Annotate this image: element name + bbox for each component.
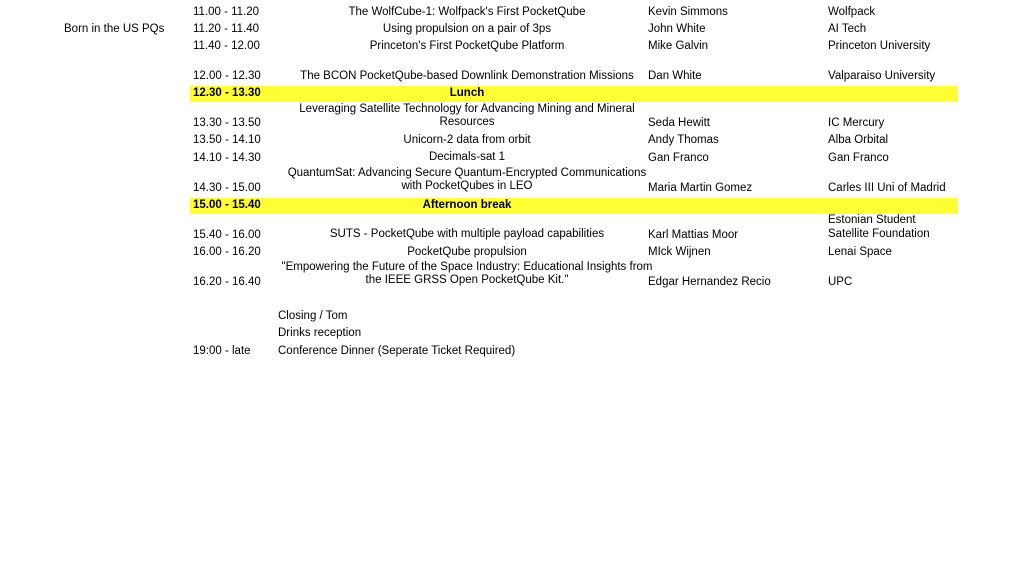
row-time: 14.30 - 15.00 <box>193 182 261 194</box>
row-title: QuantumSat: Advancing Secure Quantum-Encrypted Communications with PocketQubes in LEO <box>287 167 647 192</box>
row-time: 12.00 - 12.30 <box>193 70 261 82</box>
row-org: AI Tech <box>828 23 867 35</box>
row-org: Estonian Student Satellite Foundation <box>828 214 930 240</box>
row-org: Lenai Space <box>828 246 892 258</box>
closing-text: Closing / Tom <box>278 310 348 322</box>
row-org: UPC <box>828 276 853 288</box>
row-title: The BCON PocketQube-based Downlink Demonstration Missions <box>300 70 634 82</box>
session-label: Born in the US PQs <box>64 23 165 35</box>
row-speaker: Gan Franco <box>648 152 709 164</box>
row-title: Decimals-sat 1 <box>428 151 506 163</box>
lunch-title: Lunch <box>449 87 485 99</box>
break-time: 15.00 - 15.40 <box>193 199 261 211</box>
row-speaker: MIck Wijnen <box>648 246 711 258</box>
drinks-reception-text: Drinks reception <box>278 327 362 339</box>
dinner-time: 19:00 - late <box>193 345 251 357</box>
row-speaker: Dan White <box>648 70 702 82</box>
row-speaker: Andy Thomas <box>648 134 719 146</box>
row-org: Alba Orbital <box>828 134 889 146</box>
row-time: 16.20 - 16.40 <box>193 276 261 288</box>
row-time: 11.20 - 11.40 <box>193 23 260 35</box>
row-org: Valparaiso University <box>828 70 936 82</box>
row-speaker: Kevin Simmons <box>648 6 728 18</box>
row-title: The WolfCube-1: Wolfpack's First PocketQube <box>348 6 586 18</box>
row-speaker: Mike Galvin <box>648 40 709 52</box>
row-speaker: Karl Mattias Moor <box>648 229 739 241</box>
row-org: Princeton University <box>828 40 931 52</box>
row-org: Carles III Uni of Madrid <box>828 182 946 194</box>
conference-dinner-text: Conference Dinner (Seperate Ticket Required) <box>278 345 516 357</box>
row-speaker: John White <box>648 23 706 35</box>
row-time: 13.50 - 14.10 <box>193 134 261 146</box>
row-org: Gan Franco <box>828 152 889 164</box>
row-speaker: Edgar Hernandez Recio <box>648 276 771 288</box>
row-org: IC Mercury <box>828 117 885 129</box>
lunch-time: 12.30 - 13.30 <box>193 87 261 99</box>
row-speaker: Maria Martin Gomez <box>648 182 753 194</box>
break-title: Afternoon break <box>422 199 512 211</box>
row-time: 14.10 - 14.30 <box>193 152 261 164</box>
row-title: SUTS - PocketQube with multiple payload capabilities <box>329 228 605 240</box>
row-title: Leveraging Satellite Technology for Advancing Mining and Mineral Resources <box>299 103 635 128</box>
row-time: 11.00 - 11.20 <box>193 6 260 18</box>
row-time: 16.00 - 16.20 <box>193 246 261 258</box>
row-time: 15.40 - 16.00 <box>193 229 261 241</box>
row-speaker: Seda Hewitt <box>648 117 711 129</box>
row-title: Princeton's First PocketQube Platform <box>369 40 565 52</box>
row-title: PocketQube propulsion <box>407 246 527 258</box>
row-time: 11.40 - 12.00 <box>193 40 260 52</box>
row-title: Unicorn-2 data from orbit <box>403 134 531 146</box>
row-org: Wolfpack <box>828 6 876 18</box>
row-title: Using propulsion on a pair of 3ps <box>382 23 552 35</box>
row-time: 13.30 - 13.50 <box>193 117 261 129</box>
row-title: "Empowering the Future of the Space Industry: Educational Insights from the IEEE GRSS Open PocketQube Kit." <box>281 261 653 286</box>
